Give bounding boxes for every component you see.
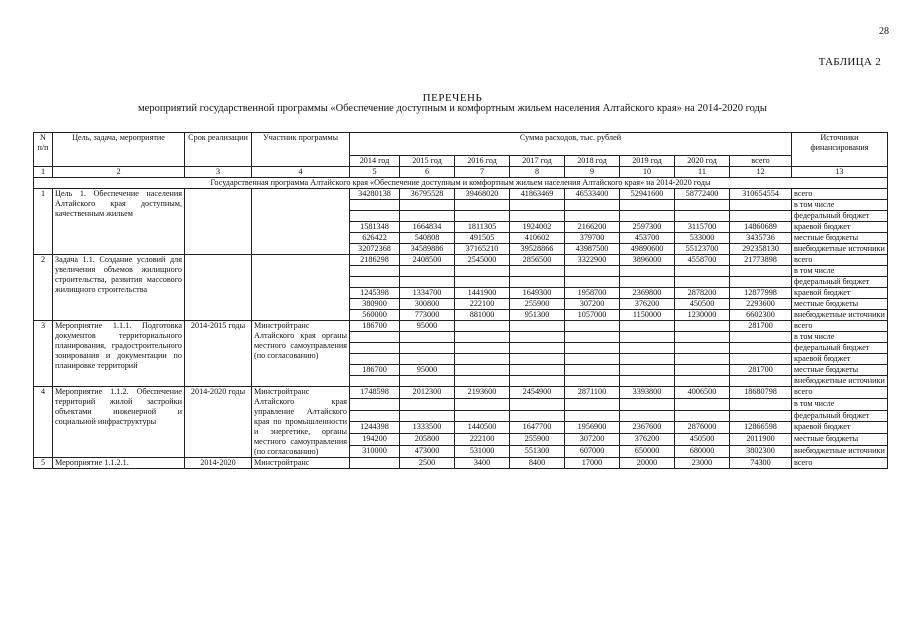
amount-cell <box>620 376 675 387</box>
amount-cell: 376200 <box>620 299 675 310</box>
amount-cell: 194200 <box>350 434 400 446</box>
amount-cell: 473000 <box>400 446 455 458</box>
amount-cell: 255900 <box>510 299 565 310</box>
header-year: 2017 год <box>510 156 565 167</box>
amount-cell <box>510 354 565 365</box>
amount-cell <box>350 376 400 387</box>
amount-cell: 1649300 <box>510 288 565 299</box>
amount-cell <box>730 398 792 410</box>
amount-cell: 2369800 <box>620 288 675 299</box>
item-number: 1 <box>34 189 53 255</box>
header-year: 2018 год <box>565 156 620 167</box>
item-participant <box>252 189 350 255</box>
amount-cell: 410602 <box>510 233 565 244</box>
amount-cell: 1150000 <box>620 310 675 321</box>
source-cell: краевой бюджет <box>792 422 888 434</box>
amount-cell <box>565 365 620 376</box>
amount-cell <box>350 200 400 211</box>
amount-cell: 34280138 <box>350 189 400 200</box>
column-number: 13 <box>792 167 888 178</box>
measures-table-wrapper <box>33 132 888 469</box>
amount-cell <box>510 321 565 332</box>
header-name: Цель, задача, мероприятие <box>53 133 185 167</box>
amount-cell <box>675 277 730 288</box>
amount-cell <box>675 410 730 422</box>
amount-cell <box>730 343 792 354</box>
amount-cell: 551300 <box>510 446 565 458</box>
amount-cell: 2186298 <box>350 255 400 266</box>
amount-cell <box>400 398 455 410</box>
item-participant: Минстройтранс <box>252 458 350 469</box>
amount-cell: 2597300 <box>620 222 675 233</box>
program-row <box>34 178 888 189</box>
source-cell: внебюджетные источники <box>792 244 888 255</box>
amount-cell: 6602300 <box>730 310 792 321</box>
amount-cell: 2408500 <box>400 255 455 266</box>
amount-cell: 2545000 <box>455 255 510 266</box>
amount-cell: 49890600 <box>620 244 675 255</box>
amount-cell <box>675 376 730 387</box>
source-cell: в том числе <box>792 398 888 410</box>
amount-cell <box>510 277 565 288</box>
amount-cell <box>565 343 620 354</box>
amount-cell <box>510 410 565 422</box>
item-name: Задача 1.1. Создание условий для увеличения объемов жилищного строительства, развития массового жилищного строительства <box>53 255 185 321</box>
amount-cell: 376200 <box>620 434 675 446</box>
amount-cell: 1924002 <box>510 222 565 233</box>
amount-cell <box>400 354 455 365</box>
amount-cell: 186700 <box>350 321 400 332</box>
amount-cell: 39468020 <box>455 189 510 200</box>
amount-cell <box>400 200 455 211</box>
amount-cell <box>400 410 455 422</box>
amount-cell <box>510 266 565 277</box>
amount-cell <box>620 365 675 376</box>
amount-cell <box>400 277 455 288</box>
amount-cell <box>455 354 510 365</box>
amount-cell <box>455 365 510 376</box>
amount-cell <box>675 211 730 222</box>
source-cell: всего <box>792 458 888 469</box>
amount-cell <box>730 200 792 211</box>
amount-cell <box>730 354 792 365</box>
amount-cell <box>565 410 620 422</box>
source-cell: местные бюджеты <box>792 434 888 446</box>
amount-cell: 58772400 <box>675 189 730 200</box>
source-cell: федеральный бюджет <box>792 211 888 222</box>
amount-cell <box>350 266 400 277</box>
amount-cell: 23000 <box>675 458 730 469</box>
amount-cell: 292358130 <box>730 244 792 255</box>
amount-cell: 255900 <box>510 434 565 446</box>
amount-cell <box>675 321 730 332</box>
column-number: 3 <box>185 167 252 178</box>
amount-cell: 2166200 <box>565 222 620 233</box>
program-title: Государственная программа Алтайского края «Обеспечение доступным и комфортным жильем населения Алтайского края» на 2014-2020 годы <box>34 178 888 189</box>
source-cell: федеральный бюджет <box>792 343 888 354</box>
amount-cell: 2367600 <box>620 422 675 434</box>
amount-cell: 12866598 <box>730 422 792 434</box>
amount-cell: 1334700 <box>400 288 455 299</box>
amount-cell: 773000 <box>400 310 455 321</box>
amount-cell <box>510 211 565 222</box>
amount-cell: 3322900 <box>565 255 620 266</box>
amount-cell: 626422 <box>350 233 400 244</box>
amount-cell <box>565 332 620 343</box>
amount-cell <box>620 321 675 332</box>
amount-cell: 2011900 <box>730 434 792 446</box>
source-cell: краевой бюджет <box>792 354 888 365</box>
amount-cell: 2012300 <box>400 387 455 399</box>
source-cell: всего <box>792 321 888 332</box>
amount-cell: 2878200 <box>675 288 730 299</box>
amount-cell: 74300 <box>730 458 792 469</box>
amount-cell: 533000 <box>675 233 730 244</box>
amount-cell: 8400 <box>510 458 565 469</box>
column-number: 2 <box>53 167 185 178</box>
amount-cell: 222100 <box>455 299 510 310</box>
amount-cell: 1230000 <box>675 310 730 321</box>
source-cell: всего <box>792 255 888 266</box>
source-cell: в том числе <box>792 266 888 277</box>
table-row <box>34 458 888 469</box>
item-name: Мероприятие 1.1.1. Подготовка документов территориального планирования, градостроительного зонирования и документации по планировке территорий <box>53 321 185 387</box>
amount-cell: 3802300 <box>730 446 792 458</box>
amount-cell: 12877998 <box>730 288 792 299</box>
amount-cell <box>730 211 792 222</box>
amount-cell: 43987500 <box>565 244 620 255</box>
amount-cell: 3435736 <box>730 233 792 244</box>
header-year: всего <box>730 156 792 167</box>
amount-cell: 39528866 <box>510 244 565 255</box>
source-cell: краевой бюджет <box>792 222 888 233</box>
amount-cell <box>350 398 400 410</box>
amount-cell: 2193600 <box>455 387 510 399</box>
amount-cell <box>400 211 455 222</box>
amount-cell: 17000 <box>565 458 620 469</box>
source-cell: внебюджетные источники <box>792 446 888 458</box>
source-cell: в том числе <box>792 200 888 211</box>
amount-cell <box>730 376 792 387</box>
column-number: 1 <box>34 167 53 178</box>
column-number: 7 <box>455 167 510 178</box>
amount-cell <box>565 354 620 365</box>
amount-cell <box>565 398 620 410</box>
header-participant: Участник программы <box>252 133 350 167</box>
header-year: 2015 год <box>400 156 455 167</box>
amount-cell: 1664834 <box>400 222 455 233</box>
amount-cell: 453700 <box>620 233 675 244</box>
amount-cell: 222100 <box>455 434 510 446</box>
amount-cell: 1956900 <box>565 422 620 434</box>
measures-body <box>34 189 888 469</box>
amount-cell <box>565 200 620 211</box>
source-cell: местные бюджеты <box>792 233 888 244</box>
amount-cell <box>730 410 792 422</box>
amount-cell <box>455 343 510 354</box>
amount-cell <box>350 354 400 365</box>
amount-cell <box>675 200 730 211</box>
amount-cell <box>730 266 792 277</box>
source-cell: федеральный бюджет <box>792 277 888 288</box>
amount-cell: 2871100 <box>565 387 620 399</box>
column-number: 9 <box>565 167 620 178</box>
amount-cell: 1647700 <box>510 422 565 434</box>
item-name: Цель 1. Обеспечение населения Алтайского края доступным, качественным жильем <box>53 189 185 255</box>
item-number: 4 <box>34 387 53 458</box>
amount-cell: 307200 <box>565 434 620 446</box>
source-cell: федеральный бюджет <box>792 410 888 422</box>
amount-cell <box>565 266 620 277</box>
header-term: Срок реализации <box>185 133 252 167</box>
item-participant: Минстройтранс Алтайского края управление Алтайского края по промышленности и энергетике, органы местного самоуправления (по согласованию) <box>252 387 350 458</box>
amount-cell: 3115700 <box>675 222 730 233</box>
item-term <box>185 255 252 321</box>
amount-cell <box>510 332 565 343</box>
header-year: 2016 год <box>455 156 510 167</box>
amount-cell <box>620 343 675 354</box>
column-number: 5 <box>350 167 400 178</box>
amount-cell <box>455 211 510 222</box>
amount-cell: 1245398 <box>350 288 400 299</box>
amount-cell <box>350 458 400 469</box>
amount-cell <box>455 332 510 343</box>
amount-cell: 1440500 <box>455 422 510 434</box>
amount-cell: 20000 <box>620 458 675 469</box>
amount-cell <box>620 332 675 343</box>
amount-cell <box>620 410 675 422</box>
amount-cell <box>675 354 730 365</box>
amount-cell: 1057000 <box>565 310 620 321</box>
amount-cell <box>510 343 565 354</box>
amount-cell: 540808 <box>400 233 455 244</box>
amount-cell <box>455 398 510 410</box>
column-number: 11 <box>675 167 730 178</box>
amount-cell: 2293600 <box>730 299 792 310</box>
amount-cell: 14860689 <box>730 222 792 233</box>
item-term: 2014-2020 годы <box>185 387 252 458</box>
amount-cell <box>510 200 565 211</box>
column-number: 12 <box>730 167 792 178</box>
item-name: Мероприятие 1.1.2. Обеспечение территорий жилой застройки объектами инженерной и социальной инфраструктуры <box>53 387 185 458</box>
amount-cell <box>350 343 400 354</box>
amount-cell <box>675 332 730 343</box>
amount-cell <box>510 398 565 410</box>
amount-cell: 881000 <box>455 310 510 321</box>
amount-cell <box>455 410 510 422</box>
amount-cell <box>620 266 675 277</box>
amount-cell: 52941600 <box>620 189 675 200</box>
document-title: ПЕРЕЧЕНЬ <box>422 92 483 104</box>
amount-cell: 186700 <box>350 365 400 376</box>
column-number: 8 <box>510 167 565 178</box>
item-number: 5 <box>34 458 53 469</box>
amount-cell: 2876000 <box>675 422 730 434</box>
amount-cell <box>400 343 455 354</box>
amount-cell: 55123700 <box>675 244 730 255</box>
amount-cell <box>620 354 675 365</box>
source-cell: местные бюджеты <box>792 299 888 310</box>
amount-cell <box>620 200 675 211</box>
header-sources: Источники финансирования <box>792 133 888 167</box>
amount-cell <box>400 376 455 387</box>
amount-cell <box>400 266 455 277</box>
amount-cell: 32072368 <box>350 244 400 255</box>
item-term: 2014-2015 годы <box>185 321 252 387</box>
amount-cell: 307200 <box>565 299 620 310</box>
source-cell: внебюджетные источники <box>792 310 888 321</box>
table-row <box>34 387 888 399</box>
amount-cell <box>350 211 400 222</box>
amount-cell: 380900 <box>350 299 400 310</box>
amount-cell <box>620 398 675 410</box>
amount-cell <box>730 332 792 343</box>
column-number: 4 <box>252 167 350 178</box>
amount-cell <box>455 200 510 211</box>
header-year: 2014 год <box>350 156 400 167</box>
amount-cell <box>675 398 730 410</box>
amount-cell <box>455 376 510 387</box>
amount-cell: 531000 <box>455 446 510 458</box>
amount-cell: 37165210 <box>455 244 510 255</box>
amount-cell <box>565 277 620 288</box>
amount-cell: 95000 <box>400 321 455 332</box>
amount-cell <box>620 211 675 222</box>
amount-cell: 607000 <box>565 446 620 458</box>
amount-cell: 450500 <box>675 434 730 446</box>
item-name: Мероприятие 1.1.2.1. <box>53 458 185 469</box>
amount-cell <box>565 376 620 387</box>
source-cell: в том числе <box>792 332 888 343</box>
item-term: 2014-2020 <box>185 458 252 469</box>
amount-cell <box>455 321 510 332</box>
table-row <box>34 255 888 266</box>
amount-cell: 1811305 <box>455 222 510 233</box>
amount-cell: 680000 <box>675 446 730 458</box>
amount-cell: 281700 <box>730 365 792 376</box>
source-cell: всего <box>792 189 888 200</box>
amount-cell: 41863469 <box>510 189 565 200</box>
amount-cell: 560000 <box>350 310 400 321</box>
item-participant <box>252 255 350 321</box>
source-cell: местные бюджеты <box>792 365 888 376</box>
page-number: 28 <box>879 26 889 37</box>
table-label: ТАБЛИЦА 2 <box>818 56 881 68</box>
amount-cell: 951300 <box>510 310 565 321</box>
amount-cell: 36795528 <box>400 189 455 200</box>
amount-cell: 1581348 <box>350 222 400 233</box>
amount-cell: 650000 <box>620 446 675 458</box>
amount-cell <box>730 277 792 288</box>
amount-cell: 310654554 <box>730 189 792 200</box>
amount-cell: 491505 <box>455 233 510 244</box>
item-term <box>185 189 252 255</box>
amount-cell: 4006500 <box>675 387 730 399</box>
amount-cell: 21773898 <box>730 255 792 266</box>
amount-cell <box>455 277 510 288</box>
amount-cell: 1244398 <box>350 422 400 434</box>
amount-cell: 3896000 <box>620 255 675 266</box>
amount-cell <box>510 365 565 376</box>
header-year: 2020 год <box>675 156 730 167</box>
header-sum: Сумма расходов, тыс. рублей <box>350 133 792 156</box>
amount-cell <box>350 332 400 343</box>
amount-cell: 300800 <box>400 299 455 310</box>
amount-cell <box>350 277 400 288</box>
amount-cell: 310000 <box>350 446 400 458</box>
document-subtitle: мероприятий государственной программы «Обеспечение доступным и комфортным жильем населения Алтайского края» на 2014-2020 годы <box>138 103 767 114</box>
amount-cell: 2454900 <box>510 387 565 399</box>
amount-cell: 1441900 <box>455 288 510 299</box>
amount-cell: 3393800 <box>620 387 675 399</box>
amount-cell: 34589886 <box>400 244 455 255</box>
amount-cell: 46533400 <box>565 189 620 200</box>
source-cell: всего <box>792 387 888 399</box>
item-number: 2 <box>34 255 53 321</box>
amount-cell: 281700 <box>730 321 792 332</box>
amount-cell <box>565 211 620 222</box>
amount-cell: 450500 <box>675 299 730 310</box>
amount-cell: 2856500 <box>510 255 565 266</box>
amount-cell: 18680798 <box>730 387 792 399</box>
column-number: 10 <box>620 167 675 178</box>
item-number: 3 <box>34 321 53 387</box>
amount-cell <box>455 266 510 277</box>
amount-cell <box>350 410 400 422</box>
source-cell: внебюджетные источники <box>792 376 888 387</box>
amount-cell: 95000 <box>400 365 455 376</box>
item-participant: Минстройтранс Алтайского края органы местного самоуправления (по согласованию) <box>252 321 350 387</box>
amount-cell: 1748598 <box>350 387 400 399</box>
amount-cell <box>510 376 565 387</box>
amount-cell: 3400 <box>455 458 510 469</box>
amount-cell <box>675 365 730 376</box>
amount-cell <box>675 343 730 354</box>
amount-cell: 2500 <box>400 458 455 469</box>
column-number: 6 <box>400 167 455 178</box>
amount-cell <box>400 332 455 343</box>
amount-cell <box>565 321 620 332</box>
header-num: N п/п <box>34 133 53 167</box>
header-year: 2019 год <box>620 156 675 167</box>
amount-cell: 1958700 <box>565 288 620 299</box>
measures-table <box>33 132 888 469</box>
amount-cell: 379700 <box>565 233 620 244</box>
amount-cell <box>620 277 675 288</box>
amount-cell: 205800 <box>400 434 455 446</box>
amount-cell: 1333500 <box>400 422 455 434</box>
header-colnum-row <box>34 167 888 178</box>
table-row <box>34 189 888 200</box>
amount-cell: 4558700 <box>675 255 730 266</box>
source-cell: краевой бюджет <box>792 288 888 299</box>
amount-cell <box>675 266 730 277</box>
table-row <box>34 321 888 332</box>
